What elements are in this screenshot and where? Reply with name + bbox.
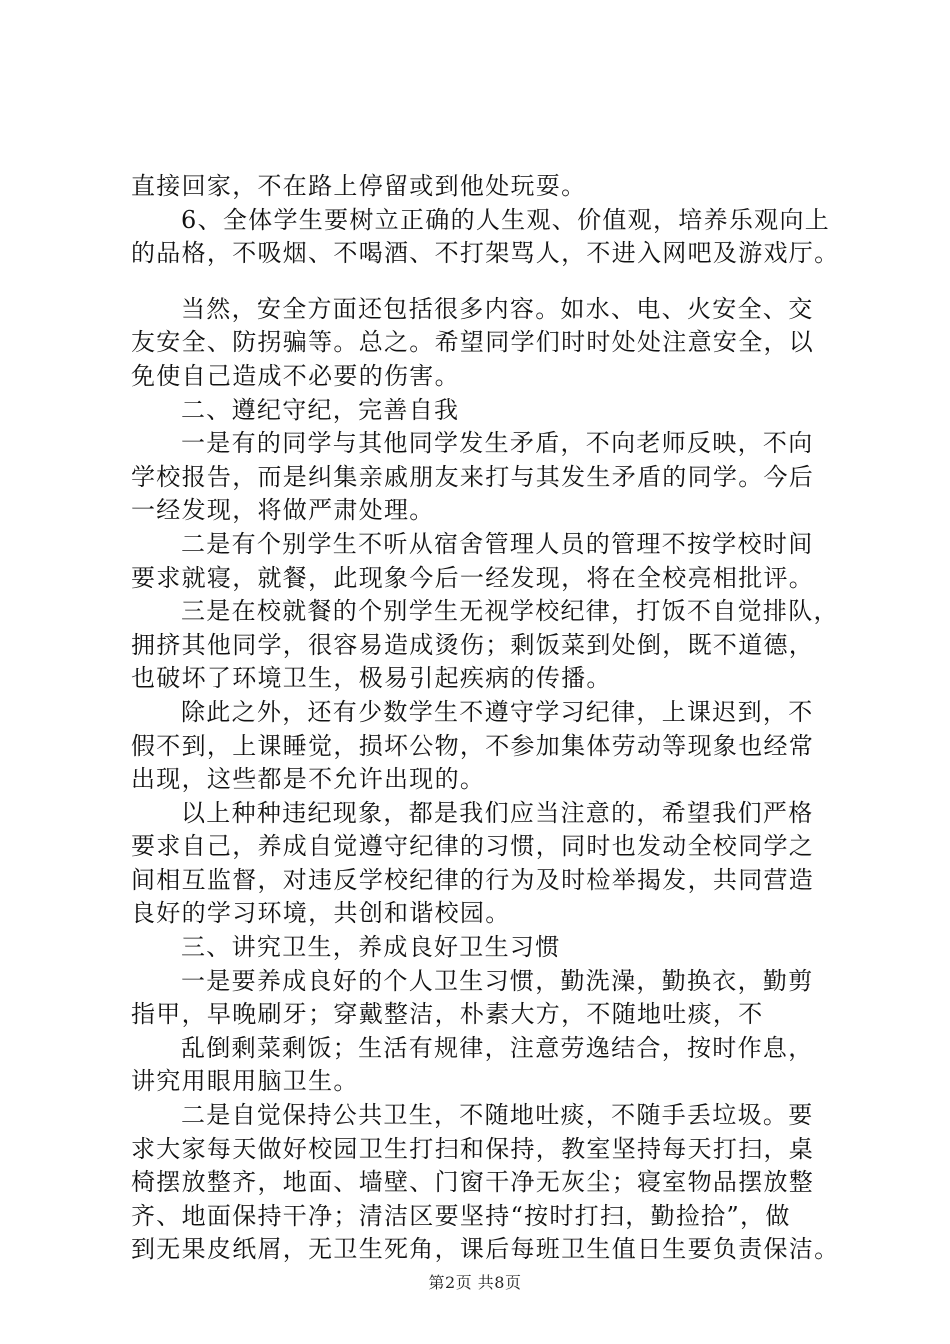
text-line: 一是要养成良好的个人卫生习惯，勤洗澡，勤换衣，勤剪 [181, 966, 814, 995]
text-line: 间相互监督，对违反学校纪律的行为及时检举揭发，共同营造 [131, 865, 815, 894]
text-line: 讲究用眼用脑卫生。 [131, 1067, 359, 1096]
text-line: 也破坏了环境卫生，极易引起疾病的传播。 [131, 664, 612, 693]
text-line: 以上种种违纪现象，都是我们应当注意的，希望我们严格 [181, 798, 814, 827]
text-line: 直接回家，不在路上停留或到他处玩耍。 [131, 172, 587, 200]
text-line: 三是在校就餐的个别学生无视学校纪律，打饭不自觉排队， [181, 597, 839, 626]
page-footer: 第2页 共8页 [428, 1273, 522, 1292]
text-line: 假不到，上课睡觉，损坏公物，不参加集体劳动等现象也经常 [131, 731, 815, 760]
text-line: 乱倒剩菜剩饭；生活有规律，注意劳逸结合，按时作息， [181, 1033, 814, 1062]
text-line: 良好的学习环境，共创和谐校园。 [131, 899, 511, 928]
text-line: 三、讲究卫生，养成良好卫生习惯 [181, 933, 561, 962]
document-body [131, 170, 851, 1267]
text-line: 求大家每天做好校园卫生打扫和保持，教室坚持每天打扫，桌 [131, 1134, 815, 1163]
text-line: 除此之外，还有少数学生不遵守学习纪律，上课迟到，不 [181, 697, 814, 726]
text-line: 一是有的同学与其他同学发生矛盾，不向老师反映，不向 [181, 429, 814, 458]
text-line: 要求自己，养成自觉遵守纪律的习惯，同时也发动全校同学之 [131, 832, 815, 861]
text-line: 到无果皮纸屑，无卫生死角，课后每班卫生值日生要负责保洁。 [131, 1235, 840, 1264]
text-line: 要求就寝，就餐，此现象今后一经发现，将在全校亮相批评。 [131, 563, 815, 592]
text-line: 学校报告，而是纠集亲戚朋友来打与其发生矛盾的同学。今后 [131, 462, 815, 491]
text-line: 当然，安全方面还包括很多内容。如水、电、火安全、交 [181, 294, 814, 323]
text-line: 免使自己造成不必要的伤害。 [131, 361, 460, 390]
text-line: 椅摆放整齐，地面、墙壁、门窗干净无灰尘；寝室物品摆放整 [131, 1168, 815, 1197]
text-line: 友安全、防拐骗等。总之。希望同学们时时处处注意安全，以 [131, 328, 815, 357]
text-line: 的品格，不吸烟、不喝酒、不打架骂人，不进入网吧及游戏厅。 [131, 239, 840, 268]
paragraph-gap [131, 271, 851, 293]
text-line: 齐、地面保持干净；清洁区要坚持“按时打扫，勤捡拾”，做 [131, 1201, 791, 1230]
text-line: 二、遵纪守纪，完善自我 [181, 395, 460, 424]
text-line: 拥挤其他同学，很容易造成烫伤；剩饭菜到处倒，既不道德， [131, 630, 815, 659]
text-line: 指甲，早晚刷牙；穿戴整洁，朴素大方，不随地吐痰，不 [131, 1000, 764, 1029]
text-line: 出现，这些都是不允许出现的。 [131, 765, 486, 794]
text-line: 一经发现，将做严肃处理。 [131, 496, 435, 525]
text-line: 二是自觉保持公共卫生，不随地吐痰，不随手丢垃圾。要 [181, 1101, 814, 1130]
text-line: 6、全体学生要树立正确的人生观、价值观，培养乐观向上 [181, 205, 831, 234]
text-line: 二是有个别学生不听从宿舍管理人员的管理不按学校时间 [181, 529, 814, 558]
